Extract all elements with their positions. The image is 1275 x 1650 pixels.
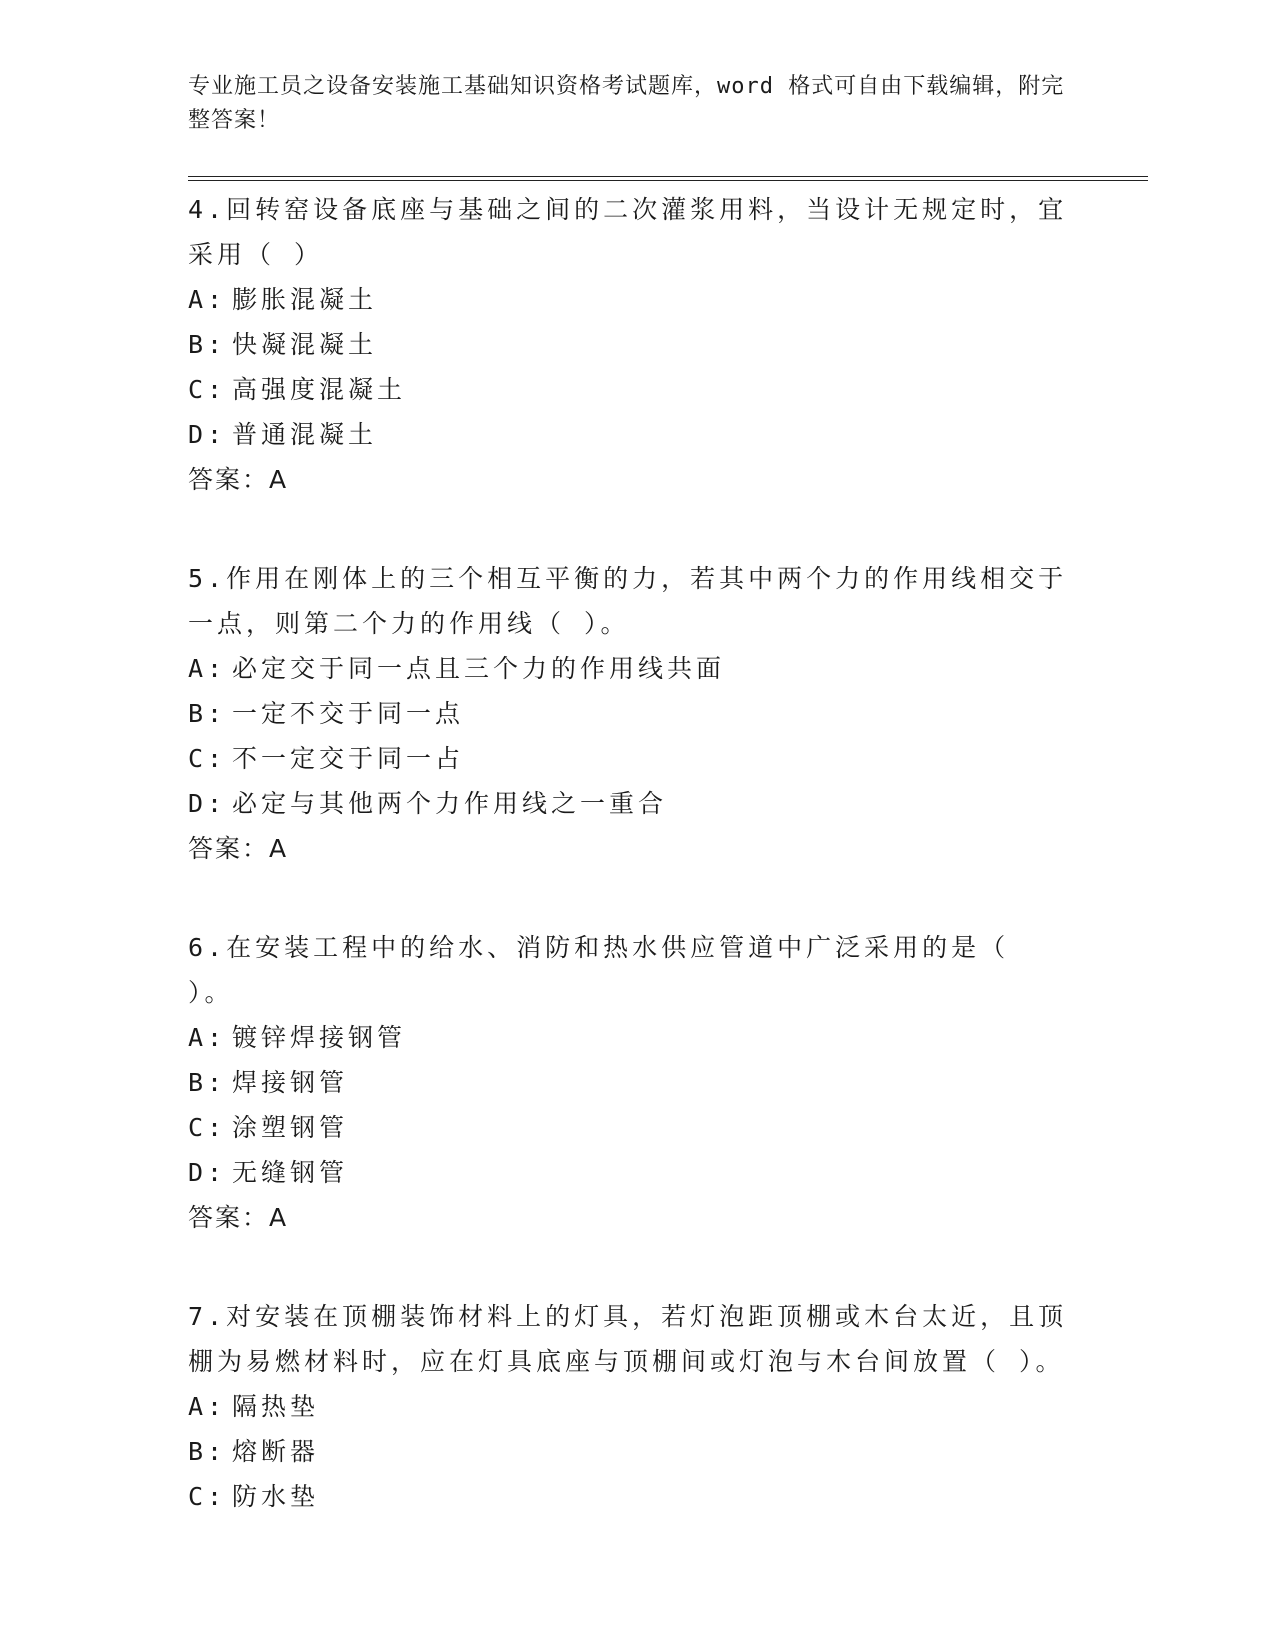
answer-line: 答案：A [188,1203,289,1232]
option-key: C: [188,744,227,773]
option-text: 无缝钢管 [232,1158,349,1187]
option-key: B: [188,699,227,728]
question-4 [188,187,1148,502]
option-d [188,781,1148,826]
question-stem: 4.回转窑设备底座与基础之间的二次灌浆用料，当设计无规定时，宜采用（ ） [188,195,1068,269]
option-b [188,1060,1148,1105]
question-stem: 6.在安装工程中的给水、消防和热水供应管道中广泛采用的是（ ）。 [188,933,1010,1007]
option-text: 快凝混凝土 [232,330,378,359]
option-key: C: [188,1482,227,1511]
answer-line: 答案：A [188,834,289,863]
option-b [188,322,1148,367]
header-divider [188,176,1148,181]
option-key: C: [188,1113,227,1142]
option-c [188,1474,1148,1519]
option-key: C: [188,375,227,404]
answer-line: 答案：A [188,465,289,494]
option-c [188,736,1148,781]
option-text: 焊接钢管 [232,1068,349,1097]
option-key: D: [188,420,227,449]
option-key: D: [188,1158,227,1187]
option-key: A: [188,285,227,314]
option-text: 防水垫 [232,1482,320,1511]
option-b [188,1429,1148,1474]
option-text: 一定不交于同一点 [232,699,465,728]
option-text: 隔热垫 [232,1392,320,1421]
question-7 [188,1294,1148,1519]
option-d [188,412,1148,457]
option-d [188,1150,1148,1195]
option-key: B: [188,330,227,359]
option-text: 不一定交于同一占 [232,744,465,773]
question-stem: 5.作用在刚体上的三个相互平衡的力，若其中两个力的作用线相交于一点，则第二个力的作用线（ ）。 [188,564,1068,638]
option-c [188,367,1148,412]
option-a [188,277,1148,322]
option-key: B: [188,1437,227,1466]
document-header: 专业施工员之设备安装施工基础知识资格考试题库，word 格式可自由下载编辑，附完整答案！ [188,74,1065,133]
option-c [188,1105,1148,1150]
document-page [188,70,1148,1573]
option-a [188,646,1148,691]
option-text: 涂塑钢管 [232,1113,349,1142]
question-5 [188,556,1148,871]
option-text: 膨胀混凝土 [232,285,378,314]
option-key: A: [188,1392,227,1421]
option-text: 普通混凝土 [232,420,378,449]
option-key: D: [188,789,227,818]
option-text: 高强度混凝土 [232,375,407,404]
option-text: 必定交于同一点且三个力的作用线共面 [232,654,726,683]
option-key: A: [188,654,227,683]
question-list [188,187,1148,1519]
option-key: A: [188,1023,227,1052]
option-text: 必定与其他两个力作用线之一重合 [232,789,668,818]
question-stem: 7.对安装在顶棚装饰材料上的灯具，若灯泡距顶棚或木台太近，且顶棚为易燃材料时，应在灯具底座与顶棚间或灯泡与木台间放置（ ）。 [188,1302,1068,1376]
option-key: B: [188,1068,227,1097]
option-a [188,1015,1148,1060]
option-b [188,691,1148,736]
option-text: 镀锌焊接钢管 [232,1023,407,1052]
option-a [188,1384,1148,1429]
question-6 [188,925,1148,1240]
option-text: 熔断器 [232,1437,320,1466]
